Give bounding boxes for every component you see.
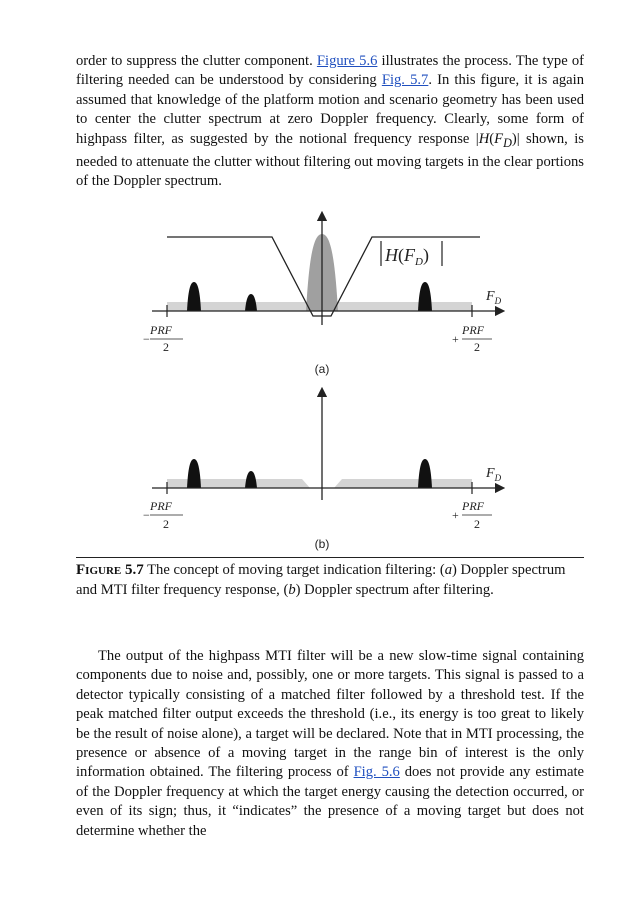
link-figure-5-6[interactable]: Figure 5.6 bbox=[316, 53, 378, 69]
svg-text:2: 2 bbox=[474, 517, 480, 531]
math-F: F bbox=[494, 130, 504, 147]
panel-a bbox=[143, 216, 502, 376]
text-run: illustrates the process. The type of filtering needed can be understood by considering bbox=[76, 53, 584, 89]
tick-label-right bbox=[452, 499, 492, 531]
svg-text:H(FD): $H(F_D)$ bbox=[385, 245, 429, 268]
target-2 bbox=[245, 294, 257, 311]
svg-text:−: − bbox=[143, 332, 150, 346]
text-run: . In this figure, it is again assumed that knowledge of the platform motion and scenario geometry has been used to center the clutter spectrum at zero Doppler frequency. Clearly, some form of highpass filter, as suggested by the notional frequency response | bbox=[76, 72, 584, 147]
panel-label-a: (a) bbox=[314, 362, 330, 376]
svg-text:+: + bbox=[452, 508, 459, 522]
svg-text:+: + bbox=[452, 332, 459, 346]
text-run: ( bbox=[489, 130, 495, 147]
target-1 bbox=[187, 282, 201, 311]
math-H: H bbox=[478, 130, 490, 147]
target-1 bbox=[187, 459, 201, 488]
tick-label-left bbox=[143, 499, 183, 531]
link-fig-5-6[interactable]: Fig. 5.6 bbox=[353, 764, 400, 781]
svg-text:PRF: PRF bbox=[150, 323, 172, 337]
caption-a: a bbox=[444, 562, 453, 578]
link-fig-5-7[interactable]: Fig. 5.7 bbox=[381, 72, 429, 89]
svg-text:2: 2 bbox=[163, 517, 169, 531]
svg-text:PRF: PRF bbox=[462, 323, 484, 337]
paragraph-detection bbox=[76, 647, 584, 841]
tick-label-right bbox=[452, 323, 492, 354]
target-2 bbox=[245, 471, 257, 488]
caption-text: ) Doppler spectrum after filtering. bbox=[295, 582, 494, 599]
svg-text:−: − bbox=[143, 508, 150, 522]
label-F: F bbox=[404, 245, 415, 265]
label-D: D bbox=[415, 256, 423, 268]
caption-text: The concept of moving target indication filtering: ( bbox=[143, 562, 445, 578]
text-run: The output of the highpass MTI filter will be a new slow-time signal containing components due to noise and, possibly, one or more targets. This signal is passed to a detector typically consisting of a matched filter followed by a threshold test. If the peak matched filter output exceeds the threshold (i.e., its energy is too great to likely be the result of noise alone), a target will be declared. Note that in MTI processing, the presence or absence of a moving target in the range bin of interest is the only information obtained. The filtering process of bbox=[76, 648, 584, 781]
svg-text:PRF: PRF bbox=[150, 499, 172, 513]
text-run: )| shown, is needed to attenuate the clutter without filtering out moving targets in the clear portions of the Doppler spectrum. bbox=[76, 130, 584, 190]
noise-floor-filtered-right bbox=[334, 479, 472, 488]
caption-text: ) Doppler spectrum and MTI filter frequency response, ( bbox=[76, 562, 566, 599]
caption-b: b bbox=[288, 582, 296, 599]
svg-text:2: 2 bbox=[163, 340, 169, 354]
math-D: D bbox=[503, 135, 512, 150]
text-run: does not provide any estimate of the Doppler frequency at which the target energy causing the detection occurred, or even of its sign; thus, it “indicates” the presence of a moving target but does not determine whether the bbox=[76, 764, 584, 839]
svg-text:2: 2 bbox=[474, 340, 480, 354]
panel-b bbox=[143, 392, 502, 551]
tick-label-left bbox=[143, 323, 183, 354]
filter-label bbox=[381, 241, 442, 268]
target-3 bbox=[418, 282, 432, 311]
panel-label-b: (b) bbox=[314, 537, 330, 551]
axis-label-fd: $F_D$ bbox=[486, 289, 502, 306]
label-H: H bbox=[385, 245, 398, 265]
text-run: order to suppress the clutter component. bbox=[76, 53, 317, 69]
axis-label-fd: $F_D$ bbox=[486, 466, 502, 483]
caption-label: FIGURE 5.7 bbox=[76, 562, 144, 578]
target-3 bbox=[418, 459, 432, 488]
figure-caption bbox=[76, 557, 584, 601]
svg-text:PRF: PRF bbox=[462, 499, 484, 513]
